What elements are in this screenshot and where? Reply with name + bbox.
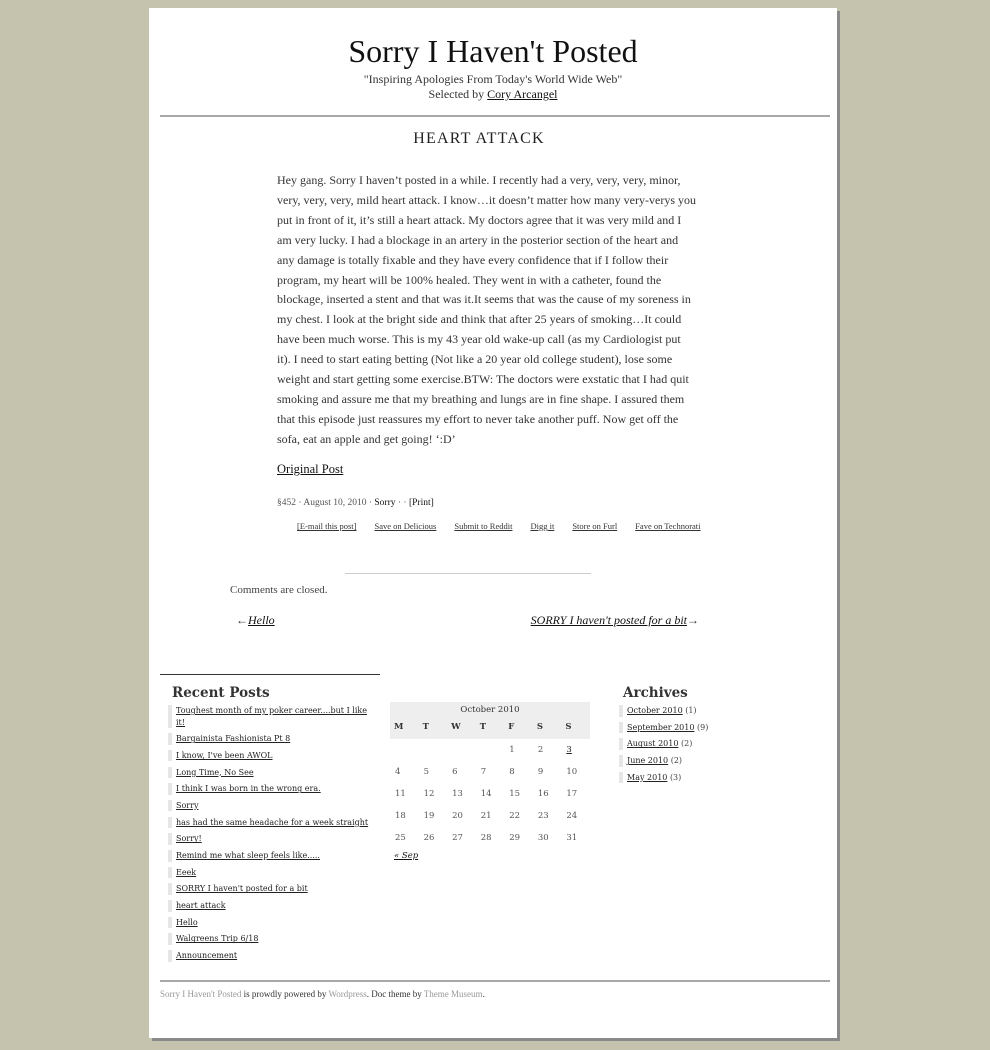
calendar-weekday: M <box>390 717 419 739</box>
email-post-link[interactable]: [E-mail this post] <box>297 521 357 531</box>
calendar-day: 6 <box>452 767 458 777</box>
calendar-prev-month-link[interactable]: « Sep <box>394 851 419 861</box>
recent-post-item <box>168 900 372 912</box>
calendar-day: 11 <box>395 789 406 799</box>
recent-post-link[interactable]: Hello <box>176 917 198 927</box>
calendar-week <box>390 805 590 827</box>
post-date: August 10, 2010 <box>303 498 367 508</box>
footer-text: . Doc theme by <box>366 989 424 999</box>
recent-post-link[interactable]: Long Time, No See <box>176 767 254 777</box>
archive-item <box>619 722 773 734</box>
calendar-day: 22 <box>509 811 521 821</box>
recent-post-item <box>168 733 372 745</box>
calendar-day: 27 <box>452 833 463 843</box>
calendar-day: 10 <box>566 767 578 777</box>
previous-post-link[interactable]: Hello <box>248 613 275 627</box>
post-title: HEART ATTACK <box>413 130 545 147</box>
archive-link[interactable]: September 2010 <box>627 722 695 732</box>
comments-divider <box>345 573 591 574</box>
calendar-day: 17 <box>566 789 578 799</box>
calendar-day: 29 <box>509 833 521 843</box>
footer-site-link[interactable]: Sorry I Haven't Posted <box>160 989 242 999</box>
reddit-link[interactable]: Submit to Reddit <box>454 521 513 531</box>
recent-posts-widget <box>172 685 372 967</box>
site-header <box>149 8 837 114</box>
recent-post-item <box>168 705 372 728</box>
recent-post-link[interactable]: heart attack <box>176 901 226 911</box>
recent-posts-list <box>172 705 372 962</box>
meta-separator: · <box>296 498 304 508</box>
calendar-day: 2 <box>537 745 544 755</box>
calendar-day: 13 <box>452 789 463 799</box>
footer-text: is prowdly powered by <box>241 989 329 999</box>
calendar-week <box>390 739 590 761</box>
furl-link[interactable]: Store on Furl <box>572 521 618 531</box>
post-id: §452 <box>277 498 296 508</box>
calendar-day: 28 <box>480 833 492 843</box>
recent-post-item <box>168 867 372 879</box>
recent-post-link[interactable]: Sorry <box>176 800 199 810</box>
calendar-empty-day <box>419 739 448 761</box>
calendar-day: 18 <box>395 811 406 821</box>
recent-post-link[interactable]: SORRY I haven't posted for a bit <box>176 884 308 894</box>
recent-post-item <box>168 883 372 895</box>
archive-link[interactable]: August 2010 <box>627 739 679 749</box>
calendar-day: 16 <box>537 789 549 799</box>
archive-link[interactable]: May 2010 <box>627 772 668 782</box>
digg-link[interactable]: Digg it <box>530 521 555 531</box>
calendar-day: 15 <box>509 789 521 799</box>
meta-separator: · <box>366 498 375 508</box>
archive-link[interactable]: June 2010 <box>627 756 669 766</box>
selected-by-prefix: Selected by <box>428 87 488 101</box>
calendar-day: 14 <box>480 789 492 799</box>
archive-link[interactable]: October 2010 <box>627 706 683 715</box>
calendar-day: 20 <box>452 811 463 821</box>
calendar-day: 25 <box>395 833 406 843</box>
calendar-weekday: F <box>504 717 533 739</box>
recent-post-item <box>168 833 372 845</box>
calendar-empty-day <box>447 739 476 761</box>
calendar-day: 21 <box>480 811 492 821</box>
post-category-link[interactable]: Sorry <box>374 498 396 508</box>
archives-widget <box>623 685 773 788</box>
calendar-weekday: T <box>476 717 505 739</box>
recent-post-item <box>168 817 372 829</box>
calendar-day: 30 <box>537 833 549 843</box>
archive-count: (2) <box>670 756 683 766</box>
footer-theme-link[interactable]: Theme Museum <box>423 989 483 999</box>
print-link[interactable]: [Print] <box>408 498 434 508</box>
calendar-caption: October 2010 <box>390 702 590 717</box>
recent-post-item <box>168 750 372 762</box>
header-divider <box>160 115 830 117</box>
selected-by <box>149 87 837 102</box>
calendar-day: 5 <box>423 767 429 777</box>
archives-title: Archives <box>623 685 688 701</box>
calendar-weekday: S <box>561 717 590 739</box>
archive-item <box>619 772 773 784</box>
calendar-weekday: T <box>419 717 448 739</box>
recent-post-link[interactable]: Bargainista Fashionista Pt 8 <box>176 734 291 744</box>
next-post-nav <box>531 613 699 628</box>
calendar-day: 12 <box>423 789 435 799</box>
share-links <box>297 521 701 531</box>
archive-count: (1) <box>685 706 697 715</box>
calendar-day: 7 <box>480 767 487 777</box>
post-meta <box>277 498 434 508</box>
archive-item <box>619 705 773 717</box>
archive-count: (2) <box>680 739 693 749</box>
recent-post-link[interactable]: Eeek <box>176 867 197 877</box>
calendar-week <box>390 827 590 849</box>
calendar-empty-day <box>476 739 505 761</box>
calendar-day: 26 <box>423 833 435 843</box>
calendar-day: 31 <box>566 833 578 843</box>
meta-separator: · · <box>395 498 409 508</box>
calendar-empty-day <box>390 739 419 761</box>
post-body: Hey gang. Sorry I haven’t posted in a while. I recently had a very, very, very, minor, very, very, very, mild heart attack. I know…it doesn’t matter how many very-verys you put in front of it, it’s still a heart attack. My doctors agree that it was very mild and I am very lucky. I had a blockage in an artery in the posterior section of the heart and any damage is totally fixable and they have every confidence that if I follow their program, my heart will be 100% healed. They went in with a catheter, found the blockage, inserted a stent and that was it.It seems that was the cause of my soreness in my chest. I look at the bright side and think that after 25 years of smoking…It could have been much worse. This is my 43 year old wake-up call (as my Cardiologist put it). I need to start eating betting (Not like a 20 year old college student), lose some weight and start getting some exercise.BTW: The doctors were exstatic that I had quit smoking and assure me that my breathing and lungs are in fine shape. I assured them that this episode just reassures my effort to never take another puff. Now get off the sofa, eat an apple and get going! ‘:D’ <box>277 173 696 446</box>
recent-post-link[interactable]: Announcement <box>176 951 238 961</box>
arrow-right-icon: → <box>687 613 699 627</box>
recent-post-link[interactable]: has had the same headache for a week straight <box>176 817 369 827</box>
calendar-day: 4 <box>395 767 401 777</box>
page-container <box>149 8 837 1038</box>
calendar-weekday: W <box>447 717 476 739</box>
footer-text: . <box>482 989 485 999</box>
delicious-link[interactable]: Save on Delicious <box>374 521 437 531</box>
calendar-weekday: S <box>533 717 562 739</box>
recent-post-item <box>168 850 372 862</box>
previous-post-nav <box>236 613 275 628</box>
archive-item <box>619 755 773 767</box>
calendar-day: 23 <box>537 811 549 821</box>
calendar-day-link[interactable]: 3 <box>566 745 572 755</box>
recent-post-item <box>168 800 372 812</box>
original-post-link[interactable]: Original Post <box>277 462 344 476</box>
calendar-day: 8 <box>509 767 515 777</box>
recent-post-item <box>168 783 372 795</box>
calendar-day: 19 <box>423 811 435 821</box>
recent-post-item <box>168 917 372 929</box>
calendar-day: 9 <box>537 767 544 777</box>
archive-count: (3) <box>669 772 682 782</box>
footer-divider <box>160 980 830 982</box>
archives-list <box>623 705 773 783</box>
recent-post-item <box>168 933 372 945</box>
calendar-weekday-row <box>390 717 590 739</box>
next-post-link[interactable]: SORRY I haven't posted for a bit <box>530 613 687 627</box>
sidebar-divider <box>160 674 380 675</box>
recent-post-link[interactable]: I think I was born in the wrong era. <box>176 784 321 794</box>
recent-post-link[interactable]: I know, I've been AWOL <box>176 750 273 760</box>
site-title: Sorry I Haven't Posted <box>348 33 638 69</box>
archive-count: (9) <box>697 722 709 732</box>
recent-post-item <box>168 950 372 962</box>
comments-status: Comments are closed. <box>230 584 328 596</box>
calendar-week <box>390 761 590 783</box>
recent-post-link[interactable]: Toughest month of my poker career....but I like it! <box>176 706 367 727</box>
calendar-day: 24 <box>566 811 578 821</box>
curator-link[interactable]: Cory Arcangel <box>487 87 558 101</box>
archive-item <box>619 738 773 750</box>
technorati-link[interactable]: Fave on Technorati <box>635 521 701 531</box>
calendar-widget <box>390 702 590 861</box>
calendar-body <box>390 739 590 849</box>
calendar-day <box>561 739 590 761</box>
recent-post-link[interactable]: Remind me what sleep feels like..... <box>176 851 320 860</box>
recent-post-item <box>168 767 372 779</box>
recent-post-link[interactable]: Walgreens Trip 6/18 <box>176 934 259 944</box>
site-footer <box>160 989 485 999</box>
calendar-week <box>390 783 590 805</box>
arrow-left-icon: ← <box>236 613 248 627</box>
calendar-day: 1 <box>509 745 515 755</box>
site-tagline: "Inspiring Apologies From Today's World Wide Web" <box>363 72 623 86</box>
recent-posts-title: Recent Posts <box>172 685 270 701</box>
recent-post-link[interactable]: Sorry! <box>176 834 202 844</box>
footer-wordpress-link[interactable]: Wordpress <box>328 989 367 999</box>
calendar-table <box>390 702 590 849</box>
